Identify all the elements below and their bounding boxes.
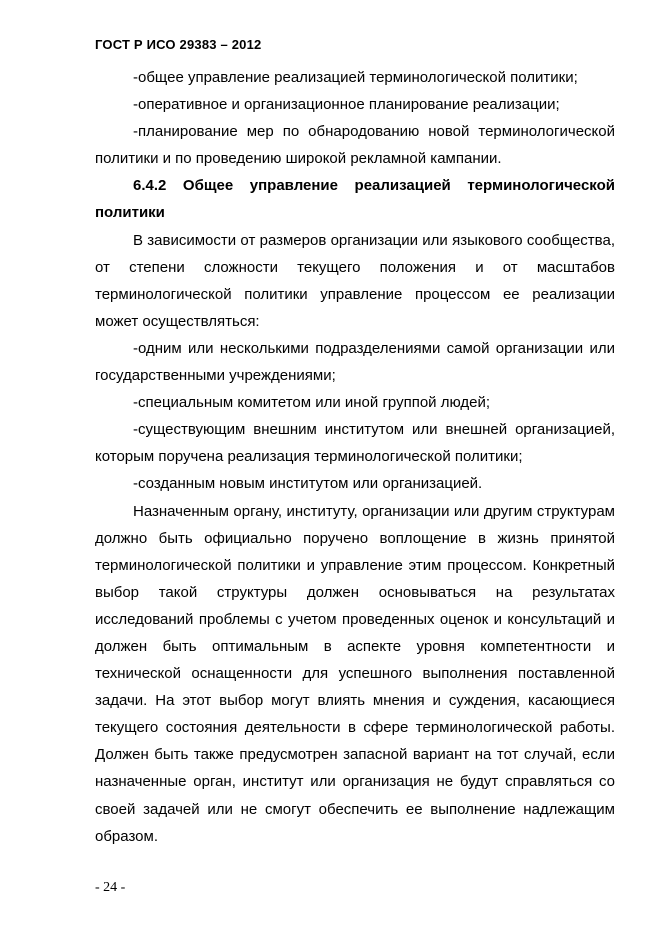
page-number: - 24 - xyxy=(95,880,126,895)
document-header: ГОСТ Р ИСО 29383 – 2012 xyxy=(95,37,262,52)
section-heading: 6.4.2 Общее управление реализацией терминологической политики xyxy=(95,177,615,222)
document-body xyxy=(95,64,615,850)
list-item: -созданным новым институтом или организацией. xyxy=(133,475,483,493)
list-item: -одним или несколькими подразделениями самой организации или государственными учреждениями; xyxy=(95,339,615,385)
list-item: -специальным комитетом или иной группой людей; xyxy=(133,394,491,412)
list-item: -существующим внешним институтом или внешней организацией, которым поручена реализация терминологической политики; xyxy=(95,421,615,466)
list-item: -оперативное и организационное планирование реализации; xyxy=(133,96,560,114)
list-item: -общее управление реализацией терминологической политики; xyxy=(133,69,578,86)
list-item: -планирование мер по обнародованию новой терминологической политики и по проведению широкой рекламной кампании. xyxy=(95,123,615,168)
paragraph: В зависимости от размеров организации или языкового сообщества, от степени сложности текущего положения и от масштабов терминологической политики управление процессом ее реализации может осуществляться: xyxy=(95,231,615,330)
paragraph: Назначенным органу, институту, организации или другим структурам должно быть официально поручено воплощение в жизнь принятой терминологической политики и управление этим процессом. Конкретный выбор такой структуры должен основываться на результатах исследований проблемы с учетом проведенных оценок и консультаций и должен быть оптимальным в аспекте уровня компетентности и технической оснащенности для успешного выполнения поставленной задачи. На этот выбор могут влиять мнения и суждения, касающиеся текущего состояния деятельности в сфере терминологической работы. Должен быть также предусмотрен запасной вариант на тот случай, если назначенные орган, институт или организация не будут справляться со своей задачей или не смогут обеспечить ее выполнение надлежащим образом. xyxy=(95,502,615,845)
